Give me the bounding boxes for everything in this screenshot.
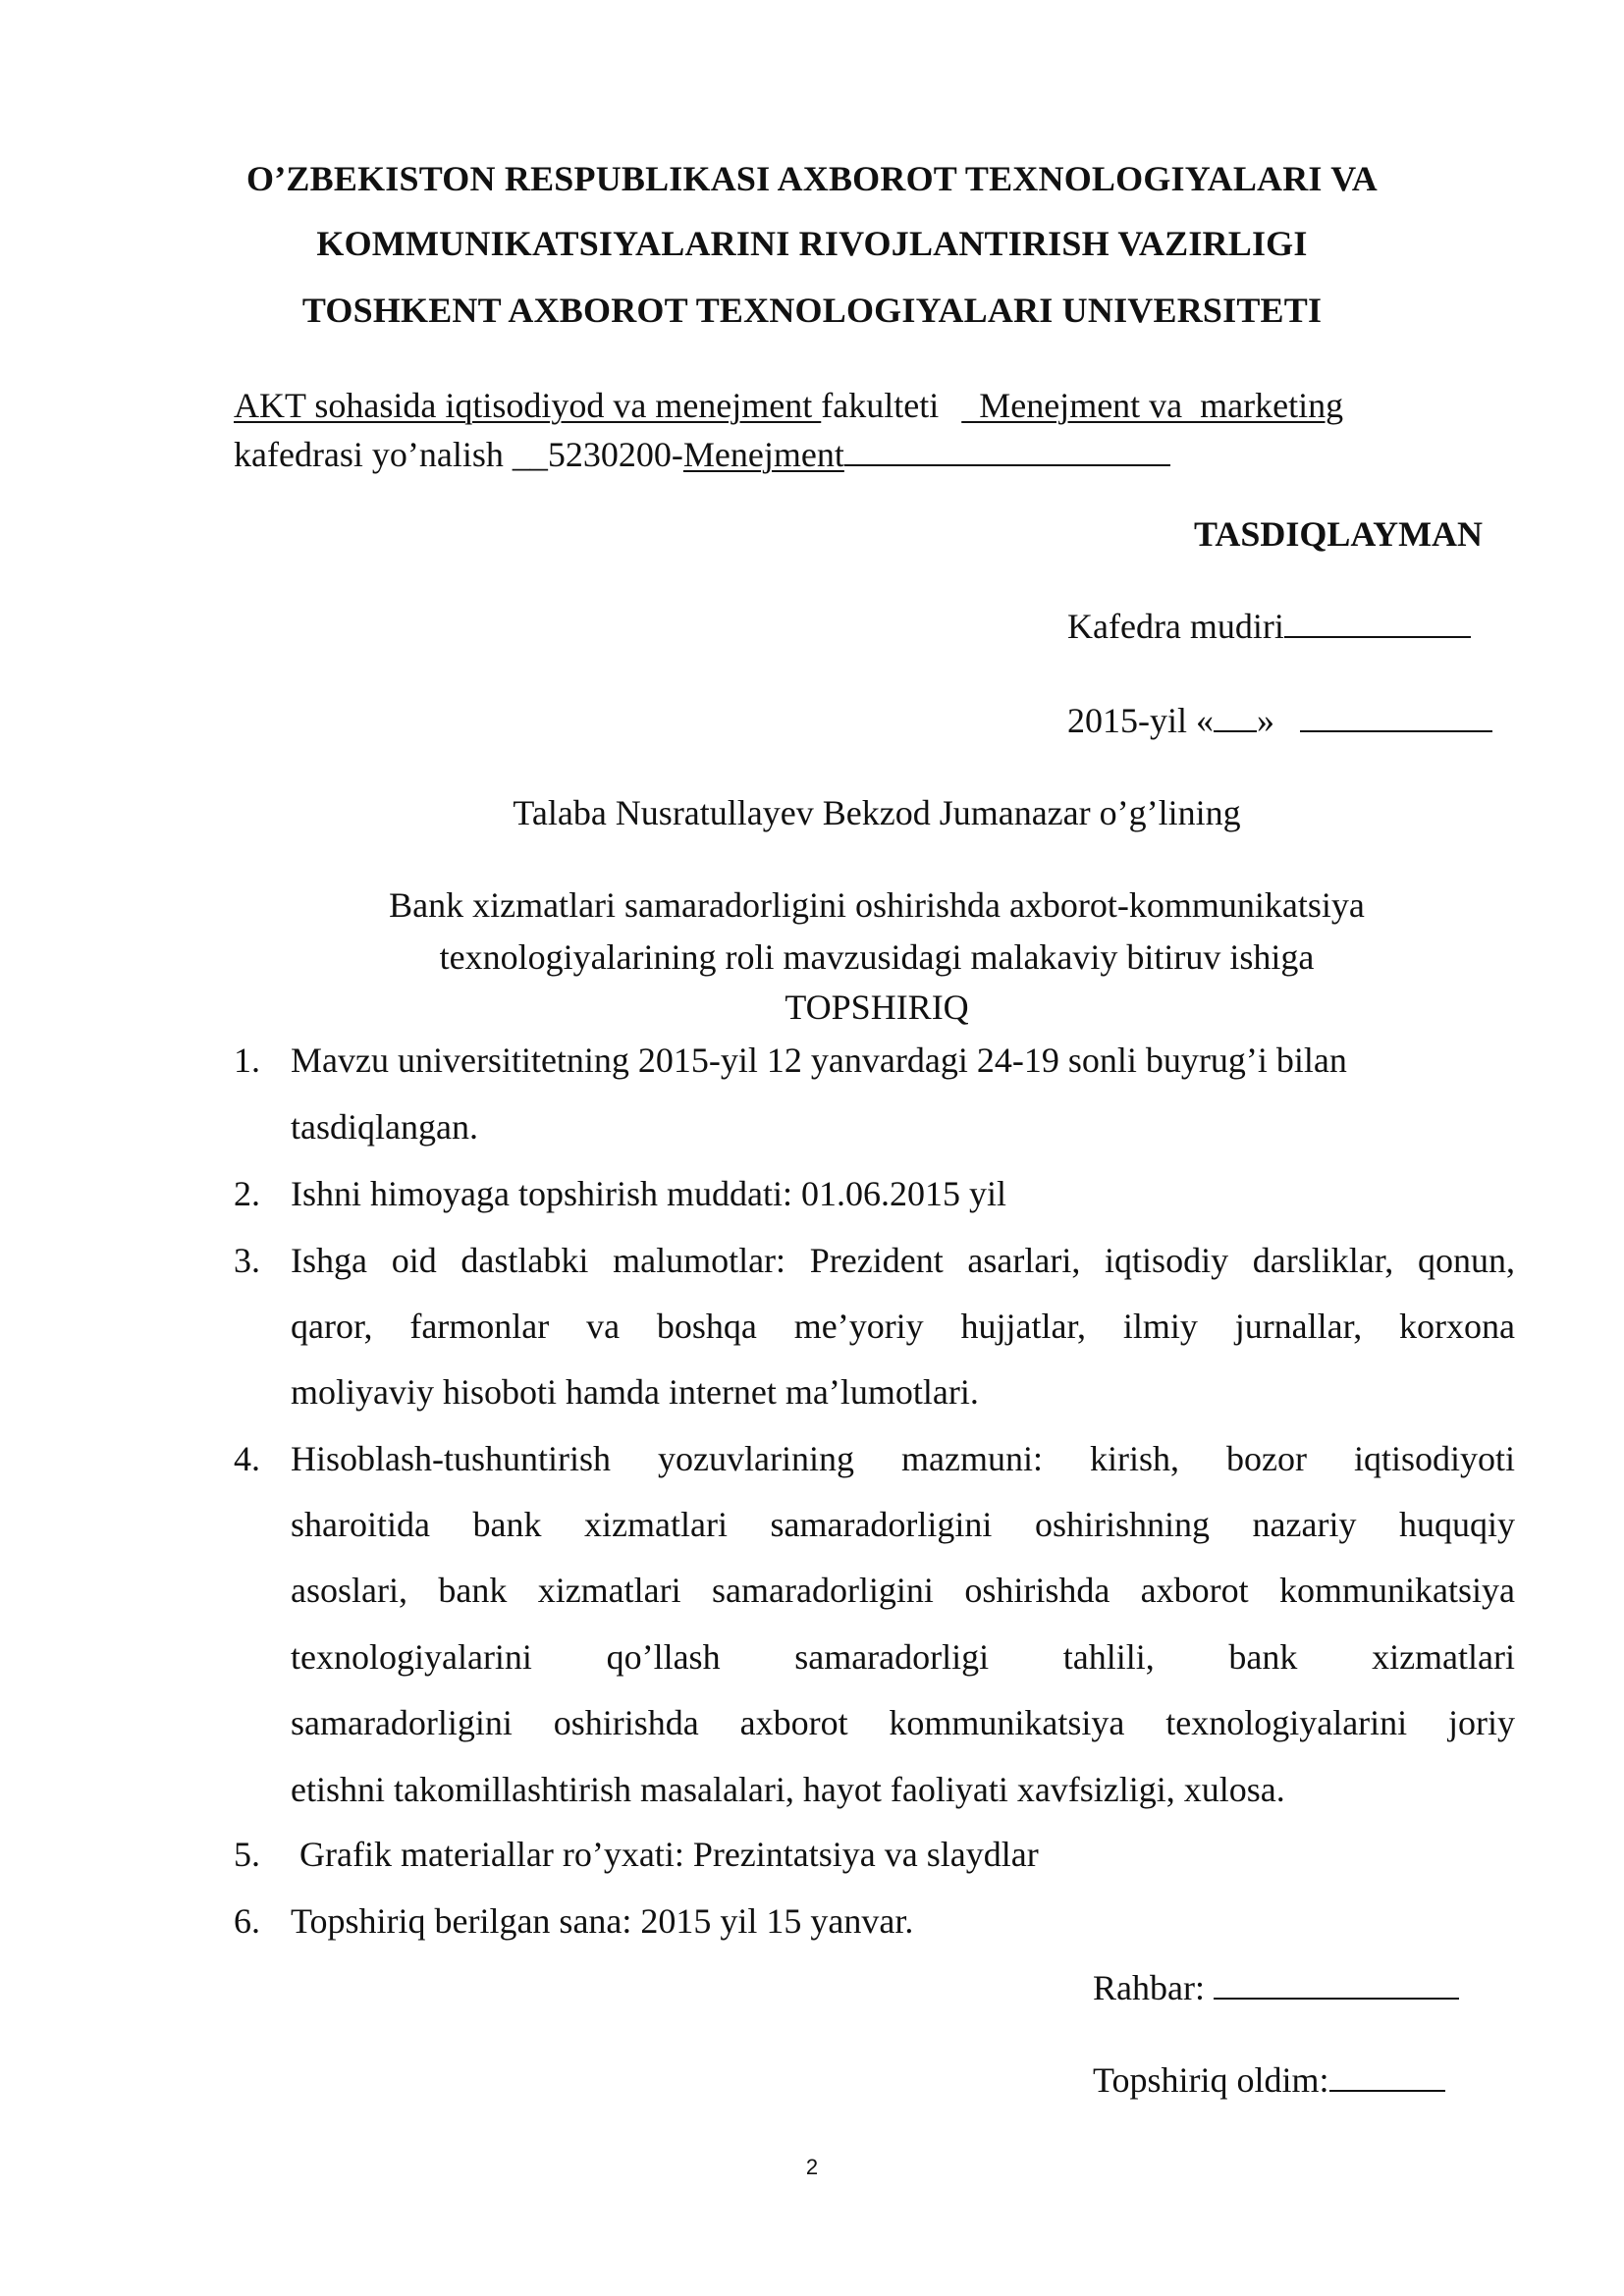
head-of-department-label: Kafedra mudiri: [1067, 607, 1284, 646]
department-name: Menejment va marketing: [961, 386, 1344, 425]
item-4-line-3: asoslari, bank xizmatlari samaradorligini oshirishda axborot kommunikatsiya: [291, 1571, 1515, 1610]
supervisor-label: Rahbar:: [1093, 1968, 1214, 2007]
item-number-3: 3.: [234, 1241, 260, 1280]
item-1-line-2: tasdiqlangan.: [291, 1107, 478, 1147]
approval-month-blank: [1300, 703, 1492, 732]
approval-day-blank: [1214, 703, 1257, 732]
university-title: TOSHKENT AXBOROT TEXNOLOGIYALARI UNIVERSITETI: [301, 291, 1323, 330]
item-3-line-3: moliyaviy hisoboti hamda internet ma’lumotlari.: [291, 1372, 979, 1412]
faculty-line: [234, 386, 1343, 425]
item-4-line-5: samaradorligini oshirishda axborot kommunikatsiya texnologiyalarini joriy: [291, 1703, 1515, 1742]
item-5-line-1: Grafik materiallar ro’yxati: Prezintatsiya va slaydlar: [291, 1835, 1039, 1874]
item-4-line-4: texnologiyalarini qo’llash samaradorligi tahlili, bank xizmatlari: [291, 1637, 1515, 1677]
ministry-title-line1: O’ZBEKISTON RESPUBLIKASI AXBOROT TEXNOLOGIYALARI VA: [246, 159, 1378, 198]
approval-title: TASDIQLAYMAN: [1194, 514, 1484, 554]
item-4-line-2: sharoitida bank xizmatlari samaradorligini oshirishning nazariy huquqiy: [291, 1505, 1515, 1544]
supervisor-signature-blank: [1214, 1970, 1459, 2000]
topic-line1: Bank xizmatlari samaradorligini oshirishda axborot-kommunikatsiya: [389, 885, 1365, 925]
topic-line2: texnologiyalarining roli mavzusidagi malakaviy bitiruv ishiga: [439, 937, 1315, 977]
assignment-title: TOPSHIRIQ: [785, 988, 969, 1027]
approval-date-line: [1067, 701, 1492, 740]
faculty-name: AKT sohasida iqtisodiyod va menejment: [234, 386, 822, 425]
item-3-line-2: qaror, farmonlar va boshqa me’yoriy hujjatlar, ilmiy jurnallar, korxona: [291, 1307, 1515, 1346]
head-of-department-line: [1067, 607, 1471, 646]
item-4-line-1: Hisoblash-tushuntirish yozuvlarining mazmuni: kirish, bozor iqtisodiyoti: [291, 1439, 1515, 1478]
faculty-label: fakulteti: [821, 386, 948, 425]
head-signature-blank: [1284, 609, 1471, 638]
page-number: 2: [805, 2155, 819, 2179]
item-number-2: 2.: [234, 1174, 260, 1213]
direction-line: [234, 435, 1170, 474]
department-label: kafedrasi yo’nalish __5230200-: [234, 435, 683, 474]
received-signature-line: [1093, 2060, 1445, 2100]
ministry-title-line2: KOMMUNIKATSIYALARINI RIVOJLANTIRISH VAZIRLIGI: [316, 224, 1308, 263]
item-number-4: 4.: [234, 1439, 260, 1478]
received-label: Topshiriq oldim:: [1093, 2060, 1329, 2100]
received-signature-blank: [1329, 2062, 1445, 2092]
item-4-line-6: etishni takomillashtirish masalalari, hayot faoliyati xavfsizligi, xulosa.: [291, 1770, 1285, 1809]
approval-date-prefix: 2015-yil «: [1067, 701, 1214, 740]
direction-name: Menejment: [682, 435, 844, 474]
supervisor-signature-line: [1093, 1968, 1459, 2007]
direction-blank: [844, 437, 1170, 466]
item-number-1: 1.: [234, 1041, 260, 1080]
approval-date-suffix: »: [1257, 701, 1274, 740]
item-1-line-1: Mavzu universititetning 2015-yil 12 yanvardagi 24-19 sonli buyrug’i bilan: [291, 1041, 1347, 1080]
item-6-line-1: Topshiriq berilgan sana: 2015 yil 15 yanvar.: [291, 1901, 914, 1941]
item-number-6: 6.: [234, 1901, 260, 1941]
item-number-5: 5.: [234, 1835, 260, 1874]
item-3-line-1: Ishga oid dastlabki malumotlar: Prezident asarlari, iqtisodiy darsliklar, qonun,: [291, 1241, 1515, 1280]
item-2-line-1: Ishni himoyaga topshirish muddati: 01.06.2015 yil: [291, 1174, 1006, 1213]
student-line: Talaba Nusratullayev Bekzod Jumanazar o’g’lining: [513, 793, 1241, 832]
